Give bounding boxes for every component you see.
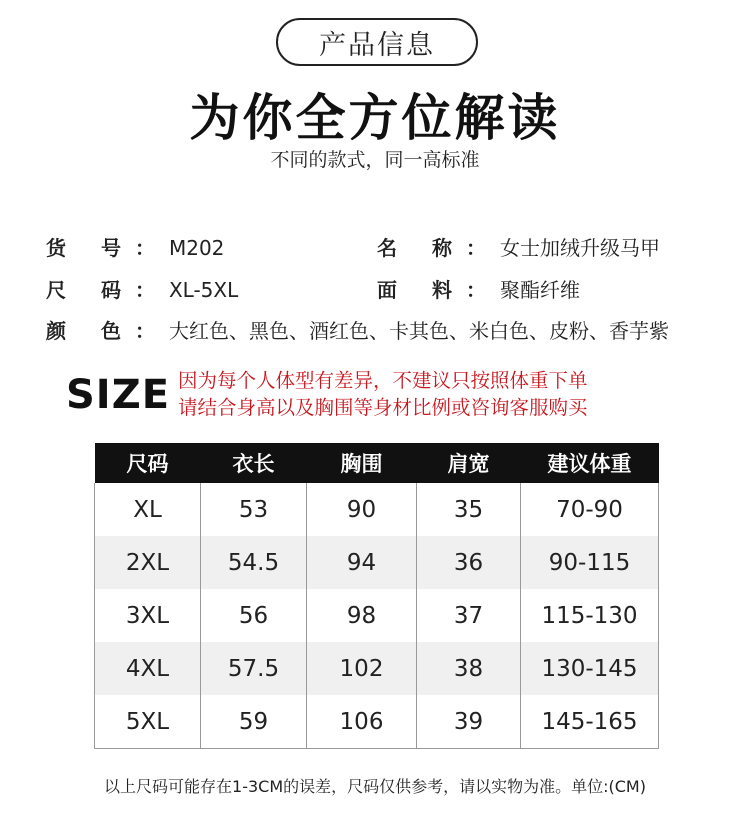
cell-bust: 98 bbox=[307, 589, 417, 642]
header-shoulder: 肩宽 bbox=[417, 443, 521, 483]
cell-shoulder: 38 bbox=[417, 642, 521, 695]
table-row bbox=[95, 695, 659, 749]
info-item-no-value: M202 bbox=[168, 236, 225, 260]
header-size: 尺码 bbox=[95, 443, 201, 483]
info-name bbox=[377, 232, 660, 261]
info-name-key: 名 称： bbox=[377, 236, 500, 260]
size-table bbox=[94, 443, 659, 749]
cell-shoulder: 37 bbox=[417, 589, 521, 642]
cell-length: 57.5 bbox=[201, 642, 307, 695]
size-title: SIZE bbox=[66, 372, 171, 418]
header-bust: 胸围 bbox=[307, 443, 417, 483]
table-row bbox=[95, 589, 659, 642]
cell-size: 2XL bbox=[95, 536, 201, 589]
size-notice-line-1: 因为每个人体型有差异，不建议只按照体重下单 bbox=[178, 369, 588, 392]
footer-note: 以上尺码可能存在1-3CM的误差，尺码仅供参考，请以实物为准。单位:(CM) bbox=[104, 777, 646, 796]
size-notice bbox=[178, 367, 588, 421]
cell-bust: 102 bbox=[307, 642, 417, 695]
info-size-key: 尺 码： bbox=[46, 278, 169, 302]
cell-shoulder: 36 bbox=[417, 536, 521, 589]
info-color-value: 大红色、黑色、酒红色、卡其色、米白色、皮粉、香芋紫 bbox=[168, 319, 669, 343]
info-item-no bbox=[46, 232, 224, 261]
info-size bbox=[46, 274, 238, 303]
cell-length: 53 bbox=[201, 483, 307, 536]
size-table-header-row bbox=[95, 443, 659, 483]
info-fabric bbox=[377, 274, 580, 303]
cell-length: 56 bbox=[201, 589, 307, 642]
info-item-no-key: 货 号： bbox=[46, 236, 169, 260]
cell-weight: 145-165 bbox=[521, 695, 659, 749]
header-weight: 建议体重 bbox=[521, 443, 659, 483]
info-fabric-key: 面 料： bbox=[377, 278, 500, 302]
page-headline: 为你全方位解读 bbox=[189, 89, 561, 147]
cell-length: 59 bbox=[201, 695, 307, 749]
cell-bust: 106 bbox=[307, 695, 417, 749]
info-color-key: 颜 色： bbox=[46, 319, 169, 343]
cell-size: 5XL bbox=[95, 695, 201, 749]
size-notice-line-2: 请结合身高以及胸围等身材比例或咨询客服购买 bbox=[178, 396, 588, 419]
cell-weight: 90-115 bbox=[521, 536, 659, 589]
cell-bust: 90 bbox=[307, 483, 417, 536]
header-length: 衣长 bbox=[201, 443, 307, 483]
cell-size: 3XL bbox=[95, 589, 201, 642]
page-subline: 不同的款式，同一高标准 bbox=[270, 149, 480, 171]
cell-size: 4XL bbox=[95, 642, 201, 695]
info-fabric-value: 聚酯纤维 bbox=[499, 278, 580, 302]
cell-weight: 115-130 bbox=[521, 589, 659, 642]
section-pill-label: 产品信息 bbox=[276, 18, 478, 66]
info-color bbox=[46, 315, 669, 344]
cell-shoulder: 39 bbox=[417, 695, 521, 749]
cell-size: XL bbox=[95, 483, 201, 536]
table-row bbox=[95, 642, 659, 695]
cell-bust: 94 bbox=[307, 536, 417, 589]
cell-weight: 130-145 bbox=[521, 642, 659, 695]
cell-length: 54.5 bbox=[201, 536, 307, 589]
cell-shoulder: 35 bbox=[417, 483, 521, 536]
info-name-value: 女士加绒升级马甲 bbox=[499, 236, 660, 260]
table-row bbox=[95, 483, 659, 536]
table-row bbox=[95, 536, 659, 589]
cell-weight: 70-90 bbox=[521, 483, 659, 536]
info-size-value: XL-5XL bbox=[168, 278, 239, 302]
